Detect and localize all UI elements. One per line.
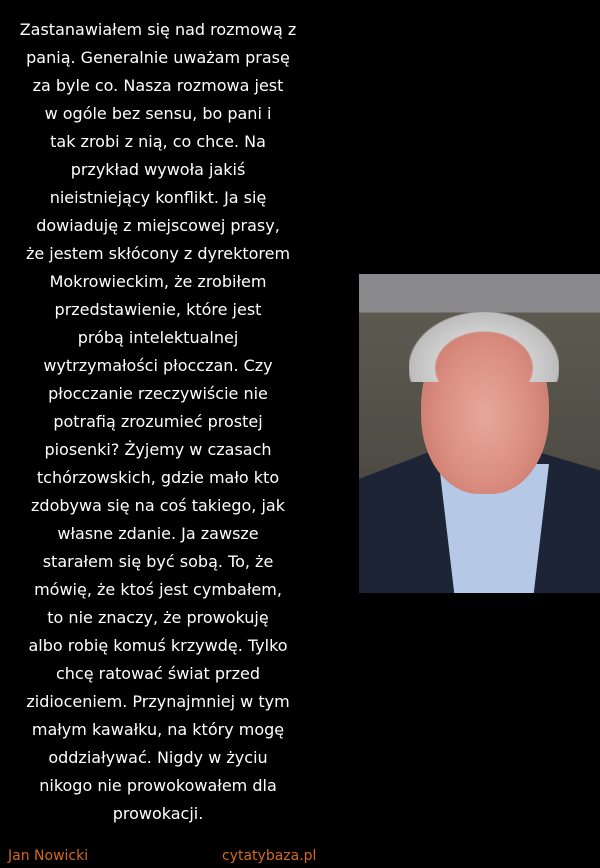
author-photo (359, 274, 600, 593)
quote-line: dowiaduję z miejscowej prasy, (36, 216, 280, 235)
quote-line: potrafią zrozumieć prostej (53, 412, 263, 431)
quote-line: płocczanie rzeczywiście nie (48, 384, 268, 403)
quote-line: tak zrobi z nią, co chce. Na (50, 132, 266, 151)
quote-line: chcę ratować świat przed (55, 664, 261, 683)
quote-line: zidioceniem. Przynajmniej w tym (26, 692, 290, 711)
quote-line: albo robię komuś krzywdę. Tylko (28, 636, 288, 655)
quote-line: w ogóle bez sensu, bo pani i (44, 104, 272, 123)
quote-line: starałem się być sobą. To, że (42, 552, 274, 571)
quote-line: przedstawienie, które jest (54, 300, 262, 319)
author-link[interactable]: Jan Nowicki (8, 848, 89, 864)
quote-line: nikogo nie prowokowałem dla (39, 776, 277, 795)
quote-line: za byle co. Nasza rozmowa jest (32, 76, 284, 95)
quote-line: że jestem skłócony z dyrektorem (25, 244, 291, 263)
quote-line: wytrzymałości płocczan. Czy (43, 356, 273, 375)
quote-line: nieistniejący konflikt. Ja się (49, 188, 267, 207)
quote-line: zdobywa się na coś takiego, jak (31, 496, 285, 515)
quote-line: Zastanawiałem się nad rozmową z (19, 20, 297, 39)
quote-line: piosenki? Żyjemy w czasach (44, 440, 272, 459)
quote-line: Mokrowieckim, że zrobiłem (49, 272, 267, 291)
quote-line: prowokacji. (112, 804, 204, 823)
quote-line: to nie znaczy, że prowokuję (47, 608, 269, 627)
quote-line: próbą intelektualnej (77, 328, 239, 347)
site-link[interactable]: cytatybaza.pl (222, 848, 317, 864)
photo-hair (409, 312, 559, 382)
quote-line: panią. Generalnie uważam prasę (26, 48, 290, 67)
quote-line: własne zdanie. Ja zawsze (57, 524, 259, 543)
quote-line: małym kawałku, na który mogę (31, 720, 285, 739)
quote-text (0, 16, 316, 828)
quote-line: oddziaływać. Nigdy w życiu (48, 748, 268, 767)
quote-line: przykład wywoła jakiś (70, 160, 246, 179)
quote-line: mówię, że ktoś jest cymbałem, (34, 580, 282, 599)
quote-line: tchórzowskich, gdzie mało kto (36, 468, 280, 487)
